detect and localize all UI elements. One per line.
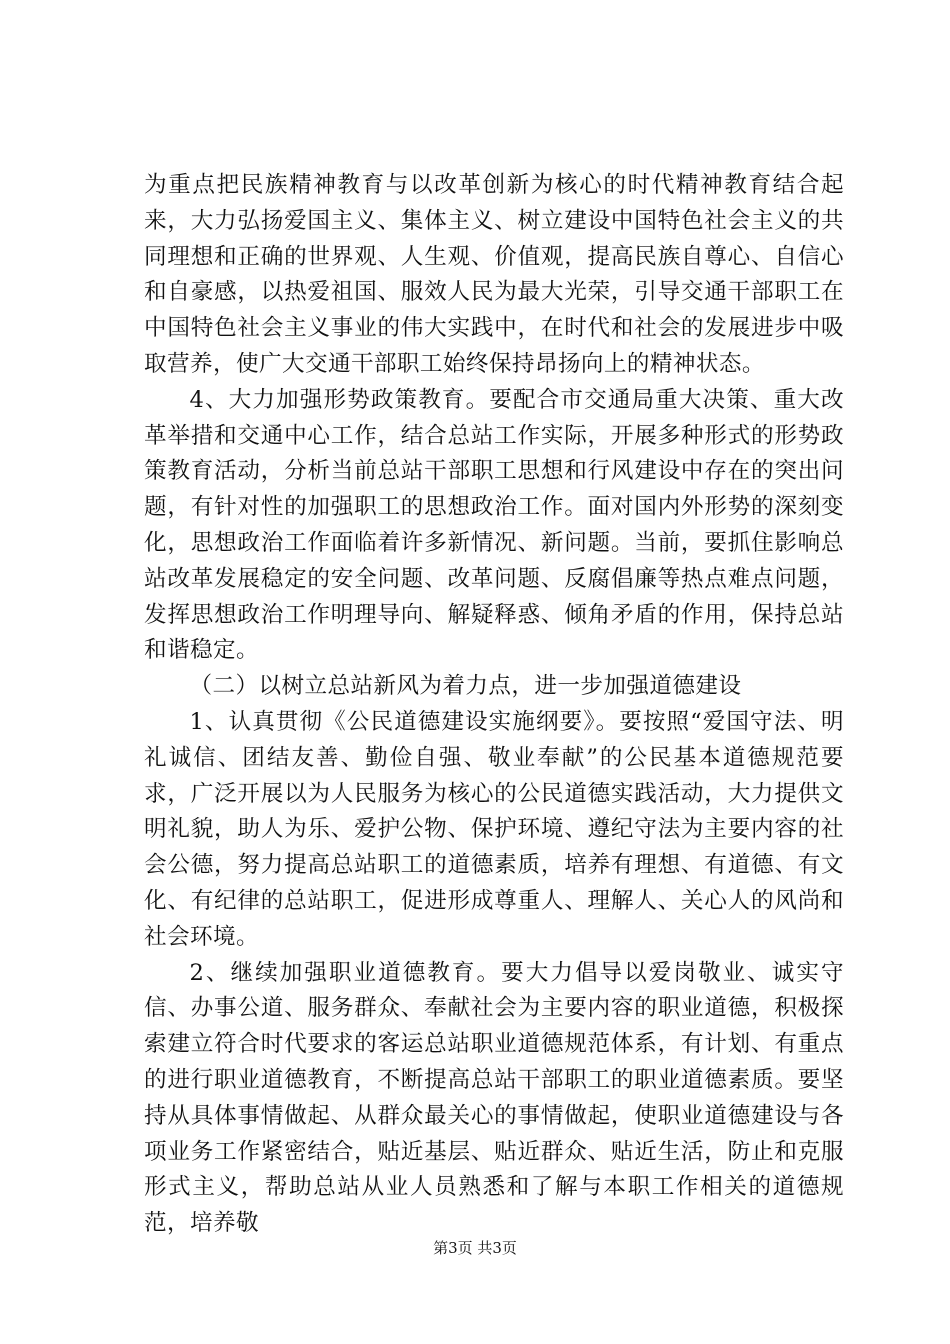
paragraph-professional-ethics: 2、继续加强职业道德教育。要大力倡导以爱岗敬业、诚实守信、办事公道、服务群众、奉献社会为主要内容的职业道德，积极探索建立符合时代要求的客运总站职业道德规范体系，有计划、有重点的进行职业道德教育，不断提高总站干部职工的职业道德素质。要坚持从具体事情做起、从群众最关心的事情做起，使职业道德建设与各项业务工作紧密结合，贴近基层、贴近群众、贴近生活，防止和克服形式主义，帮助总站从业人员熟悉和了解与本职工作相关的道德规范，培养敬 [144,959,844,1237]
paragraph-situation-policy-education: 4、大力加强形势政策教育。要配合市交通局重大决策、重大改革举措和交通中心工作，结合总站工作实际，开展多种形式的形势政策教育活动，分析当前总站干部职工思想和行风建设中存在的突出问题，有针对性的加强职工的思想政治工作。面对国内外形势的深刻变化，思想政治工作面临着许多新情况、新问题。当前，要抓住影响总站改革发展稳定的安全问题、改革问题、反腐倡廉等热点难点问题，发挥思想政治工作明理导向、解疑释惑、倾角矛盾的作用，保持总站和谐稳定。 [144,386,844,664]
paragraph-continuation: 为重点把民族精神教育与以改革创新为核心的时代精神教育结合起来，大力弘扬爱国主义、集体主义、树立建设中国特色社会主义的共同理想和正确的世界观、人生观、价值观，提高民族自尊心、自信心和自豪感，以热爱祖国、服效人民为最大光荣，引导交通干部职工在中国特色社会主义事业的伟大实践中，在时代和社会的发展进步中吸取营养，使广大交通干部职工始终保持昂扬向上的精神状态。 [144,172,844,377]
page-number-footer: 第3页 共3页 [433,1239,517,1257]
document-body [144,168,844,1242]
paragraph-civic-morality: 1、认真贯彻《公民道德建设实施纲要》。要按照“爱国守法、明礼诚信、团结友善、勤俭自强、敬业奉献”的公民基本道德规范要求，广泛开展以为人民服务为核心的公民道德实践活动，大力提供文明礼貌，助人为乐、爱护公物、保护环境、遵纪守法为主要内容的社会公德，努力提高总站职工的道德素质，培养有理想、有道德、有文化、有纪律的总站职工，促进形成尊重人、理解人、关心人的风尚和社会环境。 [144,708,844,950]
section-heading-moral-construction: （二）以树立总站新风为着力点，进一步加强道德建设 [189,673,742,700]
